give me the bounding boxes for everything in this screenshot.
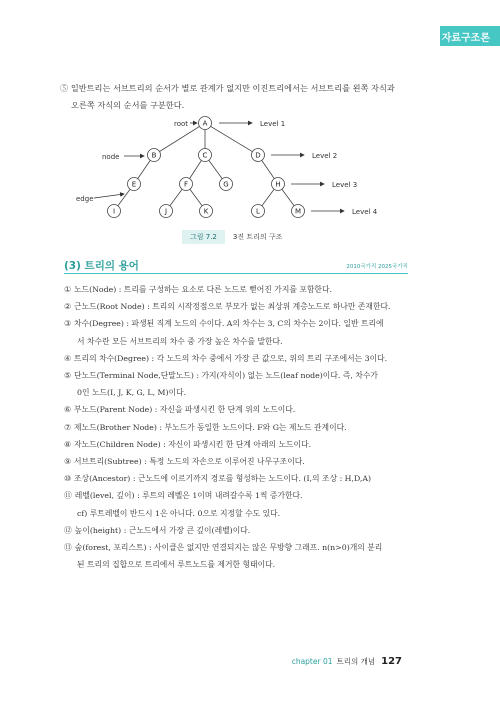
tree-node-label-a: A [202, 119, 208, 128]
tree-node-label-j: J [164, 207, 168, 216]
term-text: 자노드(Children Node) : 자신이 파생시킨 한 단계 아래의 노드이다. [74, 439, 312, 449]
term-number: ⑥ [64, 405, 71, 415]
term-continuation: cf) 루트레벨이 반드시 1은 아니다. 0으로 지정할 수도 있다. [77, 508, 281, 518]
root-label: root [174, 120, 189, 128]
term-text: 조상(Ancestor) : 근노드에 이르기까지 경로를 형성하는 노드이다. (I,의 조상 : H,D,A) [74, 474, 372, 484]
tree-node-label-m: M [294, 207, 302, 216]
term-item [64, 401, 408, 418]
tree-node-label-f: F [183, 180, 189, 189]
term-text: 레벨(level, 깊이) : 루트의 레벨은 1이며 내려갈수록 1씩 증가한다. [74, 491, 303, 501]
term-number: ⑦ [64, 422, 71, 432]
tree-edges [114, 123, 298, 211]
term-item [64, 419, 408, 436]
section-divider [64, 273, 408, 274]
tree-node-label-d: D [255, 151, 261, 160]
term-number: ⑪ [64, 491, 72, 501]
term-item [64, 522, 408, 539]
tree-node-label-e: E [131, 180, 137, 189]
term-text: 숲(forest, 포리스트) : 사이클은 없지만 연결되지는 않은 무방향 그래프. n(n>0)개의 분리 [74, 543, 383, 553]
term-text: 트리의 차수(Degree) : 각 노드의 차수 중에서 가장 큰 값으로, 위의 트리 구조에서는 3이다. [74, 353, 388, 363]
level-1-label: Level 1 [260, 120, 286, 128]
term-item [64, 436, 408, 453]
tree-node-label-g: G [223, 180, 229, 189]
term-text: 노드(Node) : 트리를 구성하는 요소로 다른 노드로 뻗어진 가지를 포함한다. [74, 285, 332, 294]
tree-node-label-h: H [275, 180, 281, 189]
footer-chapter: chapter 01 [291, 657, 333, 666]
tree-node-label-i: I [112, 207, 116, 216]
term-item [64, 350, 408, 367]
term-item [64, 470, 408, 487]
level-2-label: Level 2 [312, 152, 338, 160]
term-continuation: 서 차수란 모든 서브트리의 차수 중 가장 높은 차수를 말한다. [77, 336, 283, 346]
term-item [64, 539, 408, 556]
level-3-label: Level 3 [332, 181, 358, 189]
figure-caption-tag: 그림 7.2 [182, 230, 225, 244]
term-text: 서브트리(Subtree) : 특정 노드의 자손으로 이루어진 나무구조이다. [74, 457, 305, 467]
term-text: 제노드(Brother Node) : 부노드가 동일한 노드이다. F와 G는 제노드 관계이다. [74, 422, 347, 432]
term-text: 높이(height) : 근노드에서 가장 큰 깊이(레벨)이다. [74, 525, 251, 535]
term-number: ⑫ [64, 525, 72, 535]
term-text: 차수(Degree) : 파생된 직계 노드의 수이다. A의 차수는 3, C의 차수는 2이다. 일반 트리에 [74, 319, 384, 329]
term-continuation: 된 트리의 집합으로 트리에서 루트노드를 제거한 형태이다. [77, 560, 276, 570]
tree-node-label-c: C [202, 151, 208, 160]
term-item [64, 487, 408, 504]
term-text: 단노드(Terminal Node,단말노드) : 가지(자식이) 없는 노드(leaf node)이다. 즉, 차수가 [74, 371, 378, 381]
term-number: ③ [64, 319, 71, 329]
term-item [64, 315, 408, 332]
intro-line-2: 오른쪽 자식의 순서를 구분한다. [71, 100, 185, 110]
term-number: ① [64, 285, 71, 294]
tree-node-label-b: B [151, 151, 157, 160]
term-number: ② [64, 302, 71, 312]
term-number: ⑤ [64, 371, 71, 381]
term-text: 근노드(Root Node) : 트리의 시작정점으로 부모가 없는 최상위 계층노드로 하나만 존재한다. [74, 302, 391, 312]
tree-diagram [0, 0, 500, 240]
term-number: ⑩ [64, 474, 71, 484]
intro-text-1: 일반트리는 서브트리의 순서가 별로 관계가 없지만 이진트리에서는 서브트리를 왼쪽 자식과 [70, 83, 395, 93]
node-label: node [102, 153, 120, 161]
term-number: ⑧ [64, 439, 71, 449]
level-arrows [94, 123, 344, 211]
term-item [64, 453, 408, 470]
term-text: 부노드(Parent Node) : 자신을 파생시킨 한 단계 위의 노드이다. [74, 405, 296, 415]
section-tab-label: 자료구조론 [441, 33, 490, 44]
tree-nodes [108, 117, 305, 218]
term-continuation: 0인 노드(I, J, K, G, L, M)이다. [77, 388, 187, 398]
section-title: (3) 트리의 용어 [64, 260, 139, 272]
edge-label: edge [76, 195, 94, 203]
footer-title: 트리의 개념 [336, 657, 376, 666]
level-4-label: Level 4 [352, 208, 378, 216]
figure-caption-text: 3진 트리의 구조 [232, 233, 283, 241]
term-number: ⑬ [64, 543, 72, 553]
term-item [64, 367, 408, 384]
tree-node-label-l: L [256, 207, 260, 216]
term-item [64, 298, 408, 315]
term-item [64, 281, 408, 298]
tree-node-label-k: K [203, 207, 209, 216]
term-number: ④ [64, 353, 71, 363]
term-number: ⑨ [64, 457, 71, 467]
term-list [64, 281, 408, 573]
page-number: 127 [381, 656, 402, 667]
intro-number: ⑤ [60, 83, 69, 93]
figure-caption [182, 230, 282, 244]
section-exam-note: 2010국가직 2025국가직 [346, 264, 408, 270]
page-footer [292, 656, 402, 667]
